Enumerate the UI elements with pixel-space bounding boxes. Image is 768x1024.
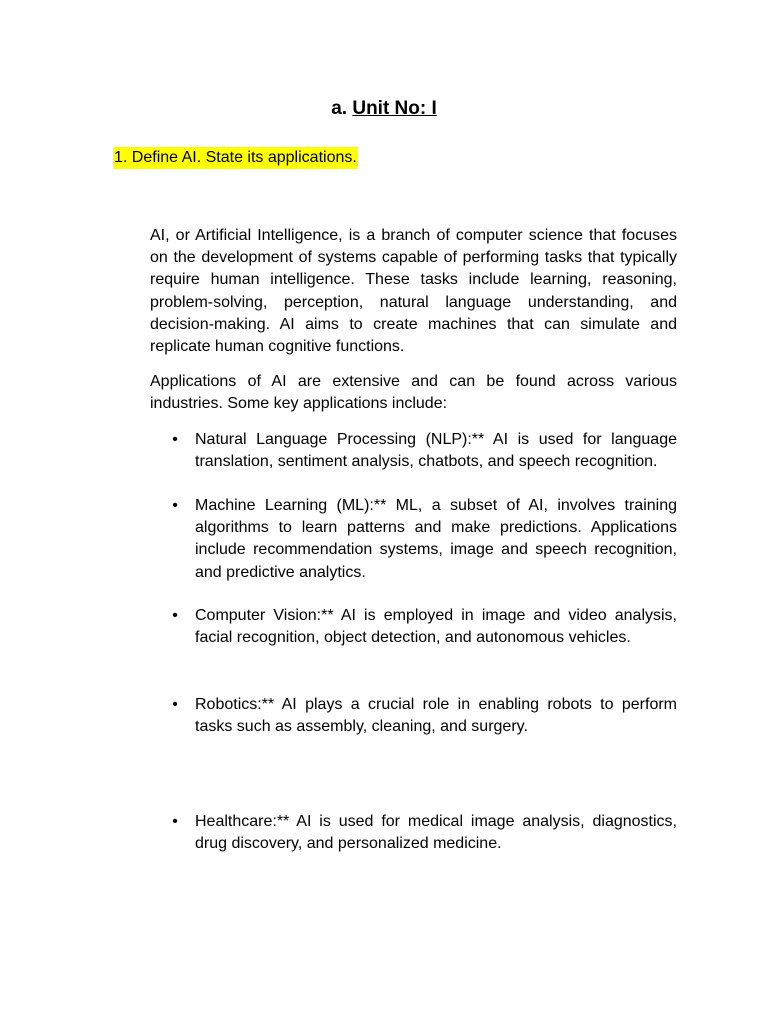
bullet-icon: • (172, 696, 178, 713)
list-item-text: Natural Language Processing (NLP):** AI is used for language translation, sentiment analysis, chatbots, and speech recognition. (195, 431, 677, 471)
list-item (150, 429, 677, 473)
list-item (150, 811, 677, 855)
list-item-text: Robotics:** AI plays a crucial role in enabling robots to perform tasks such as assembly, cleaning, and surgery. (195, 696, 677, 736)
bullet-icon: • (172, 497, 178, 514)
definition-paragraph: AI, or Artificial Intelligence, is a branch of computer science that focuses on the development of systems capable of performing tasks that typically require human intelligence. These tasks include learning, reasoning, problem-solving, perception, natural language understanding, and decision-making. AI aims to create machines that can simulate and replicate human cognitive functions. (150, 227, 677, 356)
list-item-text: Healthcare:** AI is used for medical image analysis, diagnostics, drug discovery, and personalized medicine. (195, 813, 677, 853)
list-item (150, 694, 677, 738)
unit-heading-prefix: a. (331, 98, 348, 119)
list-item (150, 495, 677, 584)
unit-heading-label: Unit No: I (352, 98, 437, 119)
list-item (150, 605, 677, 649)
bullet-icon: • (172, 431, 178, 448)
question-highlighted: 1. Define AI. State its applications. (113, 147, 358, 169)
bullet-icon: • (172, 813, 178, 830)
list-item-text: Machine Learning (ML):** ML, a subset of AI, involves training algorithms to learn patterns and make predictions. Applications include recommendation systems, image and speech recognition, and predictive analytics. (195, 497, 677, 581)
applications-intro-paragraph: Applications of AI are extensive and can be found across various industries. Some key applications include: (150, 373, 677, 413)
list-item-text: Computer Vision:** AI is employed in image and video analysis, facial recognition, object detection, and autonomous vehicles. (195, 607, 677, 647)
unit-heading (0, 96, 768, 122)
bullet-icon: • (172, 607, 178, 624)
